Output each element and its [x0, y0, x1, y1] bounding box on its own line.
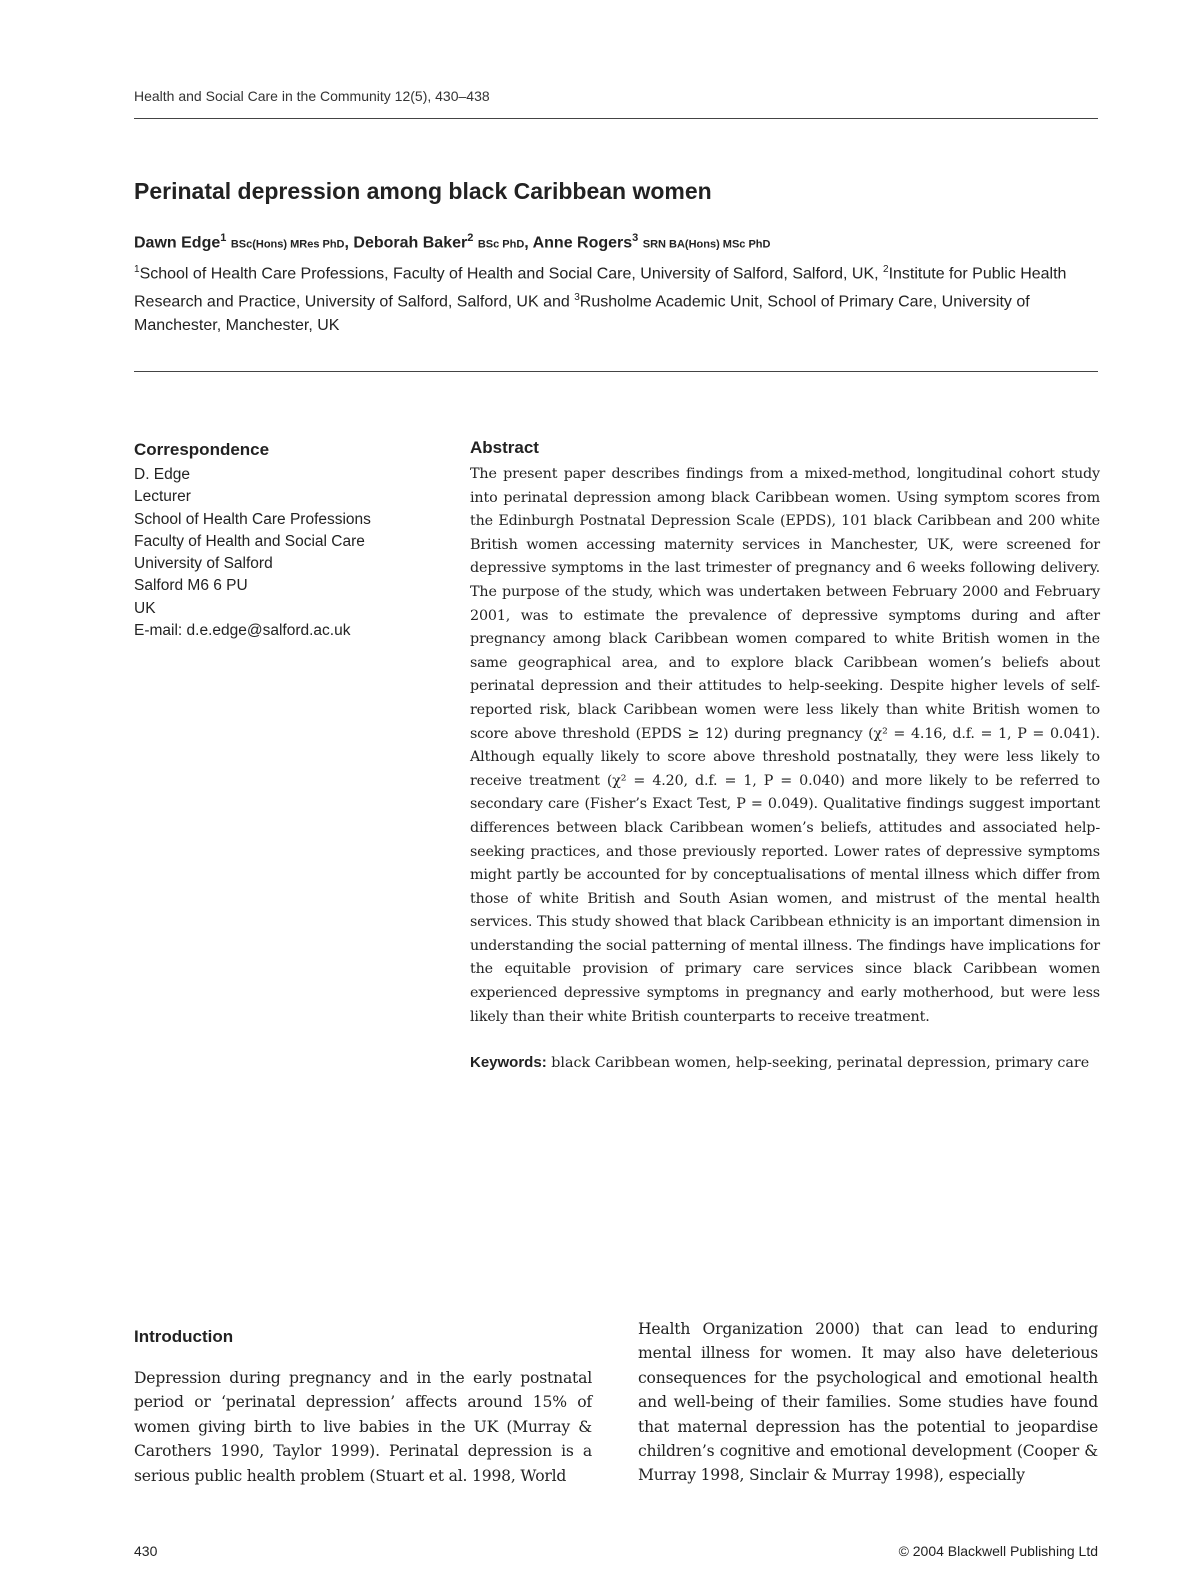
introduction-heading: Introduction — [134, 1327, 234, 1346]
author-degrees: BSc(Hons) MRes PhD — [230, 238, 345, 251]
correspondence-block — [134, 440, 434, 642]
section-rule — [134, 371, 1098, 372]
affiliation-text: Rusholme Academic Unit, School of Primary Care, University of Manchester, Manchester, UK — [134, 293, 1030, 334]
abstract-block — [470, 438, 1100, 1076]
author-name: Deborah Baker — [353, 234, 468, 252]
introduction-right-column: Health Organization 2000) that can lead to enduring mental illness for women. It may also have deleterious consequences for the psychological and emotional health and well-being of their families. Some studies have found that maternal depression has the potential to jeopardise children’s cognitive and emotional development (Cooper & Murray 1998, Sinclair & Murray 1998), especially — [638, 1320, 1098, 1485]
affiliation-text: Institute for Public Health Research and Practice, University of Salford, Salford, UK and — [134, 265, 1067, 311]
page-number: 430 — [134, 1543, 158, 1559]
affiliation-sup: 2 — [883, 264, 889, 275]
correspondence-line: UK — [134, 599, 156, 617]
running-head: Health and Social Care in the Community 12(5), 430–438 — [134, 88, 490, 104]
abstract-text: The present paper describes findings from a mixed-method, longitudinal cohort study into perinatal depression among black Caribbean women. Using symptom scores from the Edinburgh Postnatal Depression Scale (EPDS), 101 black Caribbean and 200 white British women accessing maternity services in Manchester, UK, were screened for depressive symptoms in the last trimester of pregnancy and 6 weeks following delivery. The purpose of the study, which was undertaken between February 2000 and February 2001, was to estimate the prevalence of depressive symptoms during and after pregnancy among black Caribbean women compared to white British women in the same geographical area, and to explore black Caribbean women’s beliefs about perinatal depression and their attitudes to help-seeking. Despite higher levels of self-reported risk, black Caribbean women were less likely than white British women to score above threshold (EPDS ≥ 12) during pregnancy (χ² = 4.16, d.f. = 1, P = 0.041). Although equally likely to score above threshold postnatally, they were less likely to receive treatment (χ² = 4.20, d.f. = 1, P = 0.040) and more likely to be referred to secondary care (Fisher’s Exact Test, P = 0.049). Qualitative findings suggest important differences between black Caribbean women’s beliefs, attitudes and associated help-seeking practices, and those previously reported. Lower rates of depressive symptoms might partly be accounted for by conceptualisations of mental illness which differ from those of white British and South Asian women, and mistrust of the mental health services. This study showed that black Caribbean ethnicity is an important dimension in understanding the social patterning of mental illness. The findings have implications for the equitable provision of primary care services since black Caribbean women experienced depressive symptoms in pregnancy and early motherhood, but were less likely than their white British counterparts to receive treatment. — [470, 466, 1100, 1025]
header-rule — [134, 118, 1098, 119]
author-sup: 3 — [632, 232, 639, 244]
correspondence-line: School of Health Care Professions — [134, 510, 371, 528]
author-sep: , — [344, 234, 349, 252]
affiliation-text: School of Health Care Professions, Faculty of Health and Social Care, University of Salford, Salford, UK, — [139, 265, 884, 283]
introduction-left-column: Depression during pregnancy and in the early postnatal period or ‘perinatal depression’ affects around 15% of women giving birth to live babies in the UK (Murray & Carothers 1990, Taylor 1999). Perinatal depression is a serious public health problem (Stuart et al. 1998, World — [134, 1369, 592, 1485]
affiliation-sup: 1 — [134, 264, 140, 275]
correspondence-heading: Correspondence — [134, 440, 270, 459]
correspondence-email: E-mail: d.e.edge@salford.ac.uk — [134, 622, 351, 640]
affiliations — [134, 258, 1109, 337]
keywords — [470, 1051, 1100, 1076]
author-name: Dawn Edge — [134, 234, 221, 252]
correspondence-line: Salford M6 6 PU — [134, 577, 248, 595]
affiliation-sup: 3 — [574, 291, 580, 303]
author-line — [134, 232, 770, 252]
author-sep: , — [524, 234, 529, 252]
author-sup: 2 — [467, 232, 474, 244]
keywords-label: Keywords: — [470, 1054, 547, 1072]
correspondence-line: Faculty of Health and Social Care — [134, 532, 365, 550]
correspondence-line: Lecturer — [134, 488, 191, 506]
copyright: © 2004 Blackwell Publishing Ltd — [898, 1543, 1098, 1559]
correspondence-line: D. Edge — [134, 466, 191, 483]
correspondence-line: University of Salford — [134, 555, 273, 573]
author-name: Anne Rogers — [532, 234, 633, 252]
author-sup: 1 — [220, 232, 227, 244]
author-degrees: BSc PhD — [477, 238, 525, 251]
author-degrees: SRN BA(Hons) MSc PhD — [642, 238, 771, 251]
article-title: Perinatal depression among black Caribbean women — [134, 178, 712, 204]
abstract-heading: Abstract — [470, 438, 539, 457]
keywords-text: black Caribbean women, help-seeking, perinatal depression, primary care — [551, 1055, 1090, 1072]
